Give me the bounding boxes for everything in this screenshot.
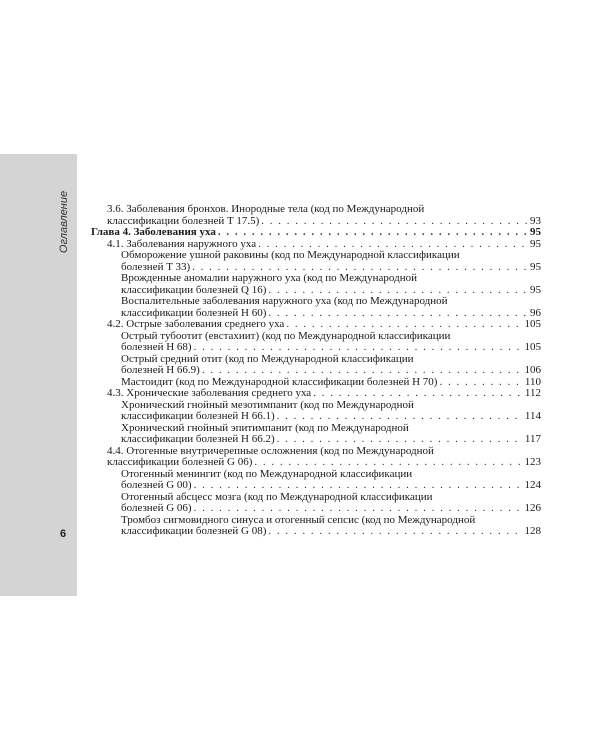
toc-entry-line: классификации болезней H 66.1) [121,410,275,422]
toc-entry-epitympanitis[interactable] [91,423,541,446]
section-title: 4.2. Острые заболевания среднего уха [107,318,285,330]
section-title: 4.1. Заболевания наружного уха [107,237,257,250]
toc-entry-tubootitis[interactable] [91,331,541,354]
toc-entry-sinus-thrombosis[interactable] [91,515,541,538]
leader-dots [194,503,523,515]
leader-dots [261,216,528,228]
toc-entry-line: 3.6. Заболевания бронхов. Инородные тела (код по Международной [107,203,425,215]
leader-dots [194,480,523,492]
toc-entry-line: Хронический гнойный эпитимпанит (код по Международной [121,421,409,434]
toc-page: 126 [524,502,541,514]
toc-entry-inflammatory[interactable] [91,296,541,319]
toc-page: 96 [530,306,541,319]
toc-entry-line: Хронический гнойный мезотимпанит (код по Международной [121,398,414,411]
page-number: 6 [60,528,67,540]
leader-dots [277,411,523,423]
toc-entry-line: классификации болезней G 08) [121,525,267,537]
toc-entry-meningitis[interactable] [91,469,541,492]
toc-entry-3-6[interactable] [91,204,541,227]
toc-entry-line: Врожденные аномалии наружного уха (код по Международной [121,272,417,284]
toc-entry-line: классификации болезней H 66.2) [121,433,275,445]
leader-dots [194,342,523,354]
toc-page: 106 [524,364,541,376]
toc-entry-line: классификации болезней H 60) [121,306,267,319]
toc-chapter-4[interactable] [91,227,541,239]
toc-entry-line: Острый тубоотит (евстахиит) (код по Международной классификации [121,329,451,342]
toc-entry-4-2[interactable] [91,319,541,331]
leader-dots [286,319,522,331]
toc-entry-frostbite[interactable] [91,250,541,273]
leader-dots [439,377,522,389]
leader-dots [268,308,528,320]
toc-page: 117 [524,433,541,445]
toc-page: 93 [530,214,541,227]
toc-entry-line: Воспалительные заболевания наружного уха (код по Международной [121,295,448,307]
chapter-title: Глава 4. Заболевания уха [91,226,216,238]
toc-entry-line: классификации болезней G 06) [107,456,253,468]
leader-dots [313,388,523,400]
leader-dots [254,457,522,469]
leader-dots [268,526,522,538]
toc-page: 95 [530,226,541,238]
toc-entry-brain-abscess[interactable] [91,492,541,515]
toc-page: 124 [524,479,541,491]
section-title: 4.3. Хронические заболевания среднего уха [107,387,312,399]
toc-entry-line: болезней H 66.9) [121,364,200,376]
toc-entry-line: болезней G 00) [121,479,192,491]
toc-entry-anomalies[interactable] [91,273,541,296]
leader-dots [218,227,528,239]
toc-entry-line: Отогенный абсцесс мозга (код по Международной классификации [121,490,433,503]
toc-entry-line: классификации болезней Q 16) [121,283,267,296]
toc-page: 95 [530,260,541,273]
toc-entry-line: болезней H 68) [121,341,192,353]
toc-entry-line: Мастоидит (код по Международной классификации болезней H 70) [121,375,438,388]
toc-entry-otitis-media[interactable] [91,354,541,377]
toc-entry-4-3[interactable] [91,388,541,400]
toc-entry-line: Острый средний отит (код по Международной классификации [121,352,414,365]
toc-entry-4-4[interactable] [91,446,541,469]
toc-entry-line: Отогенный менингит (код по Международной классификации [121,467,413,480]
table-of-contents [91,204,541,538]
toc-page: 114 [524,410,541,422]
toc-page: 95 [530,237,541,250]
leader-dots [202,365,523,377]
section-title: 4.4. Отогенные внутричерепные осложнения (код по Международной [107,444,434,457]
toc-entry-line: болезней G 06) [121,502,192,514]
toc-entry-line: болезней T 33) [121,260,191,273]
toc-page: 110 [524,375,541,388]
toc-entry-line: Тромбоз сигмовидного синуса и отогенный сепсис (код по Международной [121,513,476,526]
toc-page: 105 [524,341,541,353]
toc-entry-line: Обморожение ушной раковины (код по Международной классификации [121,249,460,261]
toc-entry-mesotympanitis[interactable] [91,400,541,423]
leader-dots [277,434,523,446]
toc-page: 128 [524,525,541,537]
section-label: Оглавление [58,190,70,254]
toc-entry-line: классификации болезней T 17.5) [107,214,260,227]
toc-page: 95 [530,283,541,296]
toc-page: 105 [524,318,541,330]
toc-page: 112 [524,387,541,399]
toc-page: 123 [524,456,541,468]
